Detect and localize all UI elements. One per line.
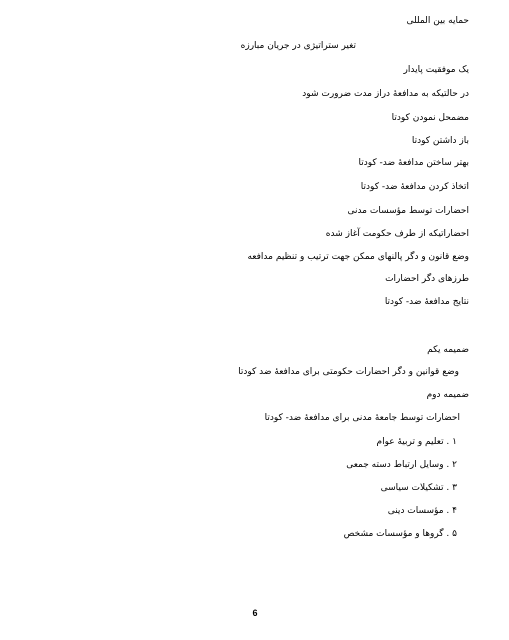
toc-item: باز داشتن کودتا	[411, 136, 469, 146]
toc-item: طرزهای دگر احضارات	[385, 274, 469, 284]
appendix-subitem: ۱ . تعلیم و تربیهٔ عوام	[376, 437, 457, 447]
toc-item: در حالتیکه به مدافعهٔ دراز مدت ضرورت شود	[302, 89, 469, 99]
appendix-title: ضمیمه دوم	[426, 390, 469, 400]
toc-item: تغیر ستراتیژی در جریان مبارزه	[240, 41, 356, 51]
toc-item: نتایج مدافعهٔ ضد- کودتا	[384, 297, 469, 307]
appendix-subitem: ۴ . مؤسسات دینی	[387, 506, 457, 516]
toc-item: حمایه بین المللی	[406, 16, 469, 26]
page-number: 6	[252, 608, 258, 618]
appendix-item: احضارات توسط جامعهٔ مدنی برای مدافعهٔ ضد- کودتا	[264, 413, 460, 423]
toc-item: احضارات توسط مؤسسات مدنی	[347, 206, 469, 216]
appendix-subitem: ۵ . گروها و مؤسسات مشخص	[343, 529, 457, 539]
appendix-subitem: ۳ . تشکیلات سیاسی	[380, 483, 457, 493]
toc-item: احضاراتیکه از طرف حکومت آغاز شده	[325, 229, 469, 239]
appendix-title: ضمیمه یکم	[427, 345, 469, 355]
toc-item: وضع قانون و دگر پالنهای ممکن جهت ترتیب و تنظیم مدافعه	[247, 252, 469, 262]
toc-item: مضمحل نمودن کودتا	[391, 113, 469, 123]
toc-item: اتخاذ کردن مدافعهٔ ضد- کودتا	[360, 182, 469, 192]
toc-item: یک موفقیت پایدار	[403, 65, 469, 75]
appendix-item: وضع قوانین و دگر احضارات حکومتی برای مدافعهٔ ضد کودتا	[238, 367, 459, 377]
appendix-subitem: ۲ . وسایل ارتباط دسته جمعی	[346, 460, 457, 470]
toc-item: بهتر ساختن مدافعهٔ ضد- کودتا	[358, 158, 469, 168]
